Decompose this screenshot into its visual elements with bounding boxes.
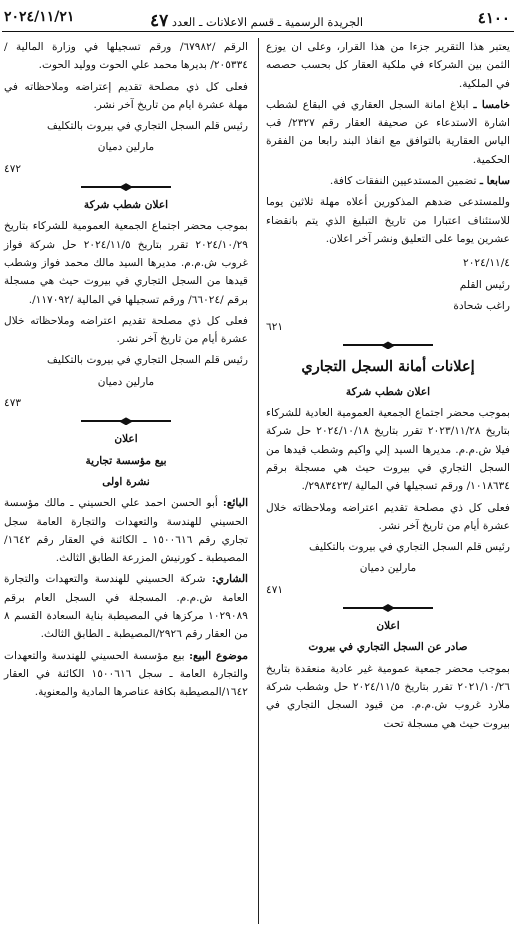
- ad-body: بموجب محضر اجتماع الجمعية العمومية العادية للشركاء بتاريخ ٢٠٢٣/١١/٢٨ تقرر بتاريخ ٢٠٢٤/١٠/١٨ حل شركة فيلا ش.م.م. مديرها السيد إلي واكيم وشطب قيدها من السجل التجاري في بيروت حيث هي مسجلة برقم ١٠١٨٦٣٤/ ورقم تسجيلها في المالية /٢٩٨٣٤٢٣/.: [266, 407, 510, 493]
- column-separator: [258, 38, 259, 924]
- ad-notice: فعلى كل ذي مصلحة تقديم اعتراضه وملاحظاته خلال عشرة أيام من تاريخ آخر نشر.: [4, 314, 248, 346]
- buyer-text: شركة الحسيني للهندسة والتعهدات والتجارة العامة ش.م.م. المسجلة في السجل العام برقم ١٠٢٩٠٨٩ مركزها في المصيطبة بناية السعادة القسم ٨ من العقار رقم ٢٩٢٦/المصيطبة ـ الطابق الثالث.: [4, 573, 248, 641]
- clause-label: خامسا ـ: [473, 98, 510, 111]
- notice-number: ٤٧١: [266, 583, 284, 596]
- subject-label: موضوع البيع:: [189, 649, 248, 662]
- section-divider: [266, 601, 510, 615]
- header-line: [150, 11, 363, 31]
- seller-paragraph: [4, 494, 248, 567]
- section-divider: [4, 180, 248, 194]
- section-title: إعلانات أمانة السجل التجاري: [301, 358, 475, 376]
- signer-title: رئيس القلم: [459, 278, 510, 291]
- paragraph: [266, 96, 510, 169]
- page-header: [0, 0, 516, 34]
- ad-edition: نشرة اولى: [102, 475, 150, 488]
- clause-text: تضمين المستدعيين النفقات كافة.: [329, 175, 477, 188]
- issue-date: ٢٠٢٤/١١/٢١: [4, 9, 75, 25]
- ad-subtitle: صادر عن السجل التجاري في بيروت: [308, 641, 468, 654]
- ad-title: اعلان: [114, 433, 138, 446]
- paragraph: وللمستدعى ضدهم المذكورين أعلاه مهلة ثلاثين يوما للاستئناف اعتبارا من تاريخ التبليغ الذي يتم بانقضاء عشرين يوما على التعليق ونشر آخر اعلان.: [266, 196, 510, 245]
- paragraph: يعتبر هذا التقرير جزءا من هذا القرار، وعلى ان يوزع الثمن بين الشركاء في ملكية العقار كل بحسب حصصه في الملكية.: [266, 41, 510, 90]
- buyer-paragraph: [4, 570, 248, 643]
- clause-text: ابلاغ امانة السجل العقاري في البقاع لشطب اشارة الاستدعاء عن صحيفة العقار رقم ٢٣٢٧/ قب الياس العقارية بالتوافق مع انفاذ البند رابعا من الفقرة الحكمية.: [266, 98, 510, 166]
- page-number: ٤١٠٠: [477, 9, 510, 27]
- section-divider: [266, 338, 510, 352]
- clause-label: سابعا ـ: [479, 175, 510, 188]
- ad-subtitle: بيع مؤسسة تجارية: [85, 454, 167, 467]
- signature-name: مارلين دميان: [359, 562, 417, 575]
- signature-name: مارلين دميان: [97, 375, 155, 388]
- signature-name: مارلين دميان: [97, 141, 155, 154]
- ad-notice: فعلى كل ذي مصلحة تقديم اعتراضه وملاحظاته خلال عشرة أيام من تاريخ آخر نشر.: [266, 501, 510, 532]
- section-divider: [4, 414, 248, 428]
- header-title: الجريدة الرسمية ـ قسم الاعلانات ـ العدد: [171, 15, 364, 29]
- seller-label: البائع:: [222, 497, 249, 510]
- buyer-label: الشاري:: [211, 573, 248, 586]
- notice-number: ٤٧٢: [4, 162, 22, 175]
- ad-title: اعلان شطب شركة: [83, 199, 169, 212]
- signature-title: رئيس قلم السجل التجاري في بيروت بالتكليف: [308, 541, 510, 554]
- ad-title: اعلان شطب شركة: [345, 385, 431, 398]
- ad-body: بموجب محضر اجتماع الجمعية العمومية للشركاء بتاريخ ٢٠٢٤/١٠/٢٩ تقرر بتاريخ ٢٠٢٤/١١/٥ حل شركة فواز غروب ش.م.م. مديرها السيد مالك محمد فواز وشطب قيدها من السجل التجاري في بيروت حيث هي مسجلة برقم /٦٦٠٢٤/ ورقم تسجيلها في المالية /١١٧٠٩٢/.: [4, 220, 248, 306]
- notice-number: ٤٧٣: [4, 397, 22, 410]
- signature-title: رئيس قلم السجل التجاري في بيروت بالتكليف: [46, 120, 248, 133]
- signature-title: رئيس قلم السجل التجاري في بيروت بالتكليف: [46, 354, 248, 367]
- notice-number: ٦٢١: [266, 321, 284, 334]
- ad-title: اعلان: [376, 620, 400, 633]
- right-column: [266, 38, 510, 736]
- notice-date: ٢٠٢٤/١١/٤: [463, 257, 510, 270]
- paragraph: الرقم /٦٧٩٨٢/ ورقم تسجيلها في وزارة المالية /٢٠٥٣٣٤/ بديرها محمد علي الحوت ووليد الحوت.: [4, 41, 248, 72]
- left-column: [4, 38, 248, 705]
- signer-name: راغب شحادة: [453, 299, 510, 312]
- subject-paragraph: [4, 647, 248, 702]
- ad-body: بموجب محضر جمعية عمومية غير عادية منعقدة بتاريخ ٢٠٢١/١٠/٢٦ تقرر بتاريخ ٢٠٢٤/١١/٥ حل وشطب شركة ملارد غروب ش.م.م. من قيود السجل التجاري في بيروت حيث هي مسجلة تحت: [266, 662, 510, 730]
- paragraph: فعلى كل ذي مصلحة تقديم إعتراضه وملاحظاته في مهلة عشرة ايام من تاريخ آخر نشر.: [4, 80, 248, 111]
- issue-number: ٤٧: [150, 11, 169, 31]
- paragraph: [266, 172, 510, 190]
- subject-text: بيع مؤسسة الحسيني للهندسة والتعهدات والتجارة العامة ـ سجل ١٥٠٠٦١٦ الكائنة في العقار ١٦٤٢/المصيطبة بكافة عناصرها المادية والمعنوية.: [4, 649, 248, 699]
- header-rule: [2, 31, 514, 32]
- seller-text: أبو الحسن احمد علي الحسيني ـ مالك مؤسسة الحسيني للهندسة والتعهدات والتجارة العامة سجل تجاري رقم ١٥٠٠٦١٦ ـ الكائنة في العقار رقم ١٦٤٢/المصيطبة ـ كورنيش المزرعة الطابق الثالث.: [4, 497, 248, 565]
